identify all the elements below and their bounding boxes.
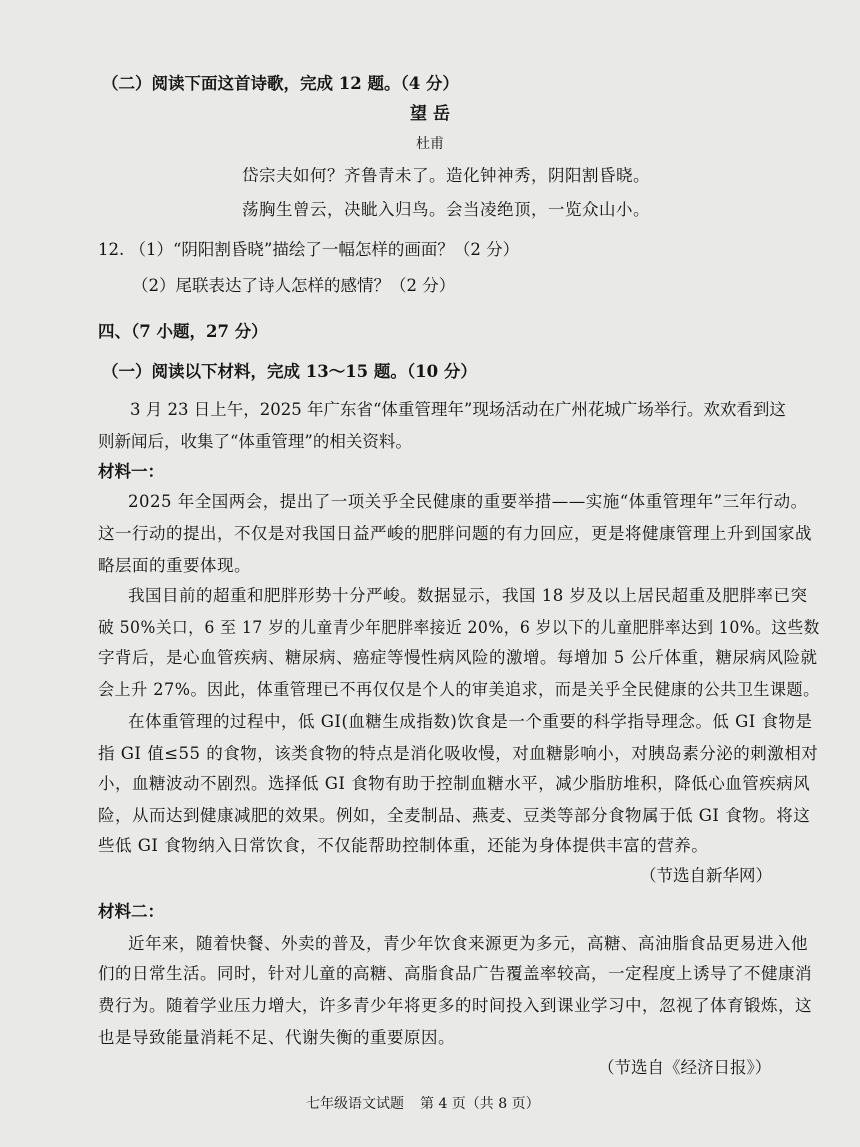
footer-subject: 七年级语文试题	[306, 1096, 404, 1112]
material-1-line: 破 50%关口，6 至 17 岁的儿童青少年肥胖率接近 20%，6 岁以下的儿童肥胖率达到 10%。这些数	[98, 618, 820, 637]
material-1-line: 字背后，是心血管疾病、糖尿病、癌症等慢性病风险的激增。每增加 5 公斤体重，糖尿病风险就	[98, 648, 818, 667]
material-2-line: 也是导致能量消耗不足、代谢失衡的重要原因。	[98, 1028, 455, 1047]
material-2-label: 材料二：	[98, 902, 164, 921]
poem-line-2: 荡胸生曾云，决眦入归鸟。会当凌绝顶，一览众山小。	[242, 200, 650, 219]
material-1-line: 险，从而达到健康减肥的效果。例如，全麦制品、燕麦、豆类等部分食物属于低 GI 食物。将这	[98, 806, 811, 825]
material-2-line: 近年来，随着快餐、外卖的普及，青少年饮食来源更为多元，高糖、高油脂食品更易进入他	[128, 934, 808, 953]
material-1-line: 在体重管理的过程中，低 GI(血糖生成指数)饮食是一个重要的科学指导理念。低 GI 食物是	[128, 712, 813, 731]
section-2-heading: （二）阅读下面这首诗歌，完成 12 题。（4 分）	[102, 74, 459, 93]
material-1-line: 小，血糖波动不剧烈。选择低 GI 食物有助于控制血糖水平，减少脂肪堆积，降低心血管疾病风	[98, 774, 811, 793]
poem-author: 杜甫	[416, 136, 444, 152]
intro-line-1: 3 月 23 日上午，2025 年广东省“体重管理年”现场活动在广州花城广场举行。欢欢看到这	[130, 400, 786, 419]
material-1-line: 这一行动的提出，不仅是对我国日益严峻的肥胖问题的有力回应，更是将健康管理上升到国家战	[98, 524, 812, 543]
material-1-line: 略层面的重要体现。	[98, 556, 251, 575]
material-1-line: 指 GI 值≤55 的食物，该类食物的特点是消化吸收慢，对血糖影响小，对胰岛素分泌的刺激相对	[98, 744, 819, 763]
material-1-line: 会上升 27%。因此，体重管理已不再仅仅是个人的审美追求，而是关乎全民健康的公共卫生课题。	[98, 680, 820, 699]
material-1-source: （节选自新华网）	[640, 866, 772, 885]
intro-line-2: 则新闻后，收集了“体重管理”的相关资料。	[98, 432, 412, 451]
footer-page-number: 第 4 页（共 8 页）	[420, 1096, 540, 1112]
question-12-2: （2）尾联表达了诗人怎样的感情？（2 分）	[132, 276, 456, 295]
poem-line-1: 岱宗夫如何？齐鲁青未了。造化钟神秀，阴阳割昏晓。	[242, 166, 650, 185]
question-12-1: 12. （1）“阴阳割昏晓”描绘了一幅怎样的画面？（2 分）	[98, 240, 520, 259]
section-4-sub-heading: （一）阅读以下材料，完成 13～15 题。（10 分）	[102, 362, 477, 381]
material-2-line: 们的日常生活。同时，针对儿童的高糖、高脂食品广告覆盖率较高，一定程度上诱导了不健康消	[98, 964, 812, 983]
poem-title: 望 岳	[410, 104, 450, 124]
material-2-line: 费行为。随着学业压力增大，许多青少年将更多的时间投入到课业学习中，忽视了体育锻炼，这	[98, 996, 812, 1015]
material-1-line: 我国目前的超重和肥胖形势十分严峻。数据显示，我国 18 岁及以上居民超重及肥胖率已突	[128, 586, 808, 605]
material-1-line: 些低 GI 食物纳入日常饮食，不仅能帮助控制体重，还能为身体提供丰富的营养。	[98, 836, 709, 855]
material-1-label: 材料一：	[98, 462, 164, 481]
material-2-source: （节选自《经济日报》）	[598, 1058, 772, 1077]
section-4-heading: 四、（7 小题，27 分）	[98, 322, 268, 341]
material-1-line: 2025 年全国两会，提出了一项关乎全民健康的重要举措——实施“体重管理年”三年行动。	[128, 492, 808, 511]
